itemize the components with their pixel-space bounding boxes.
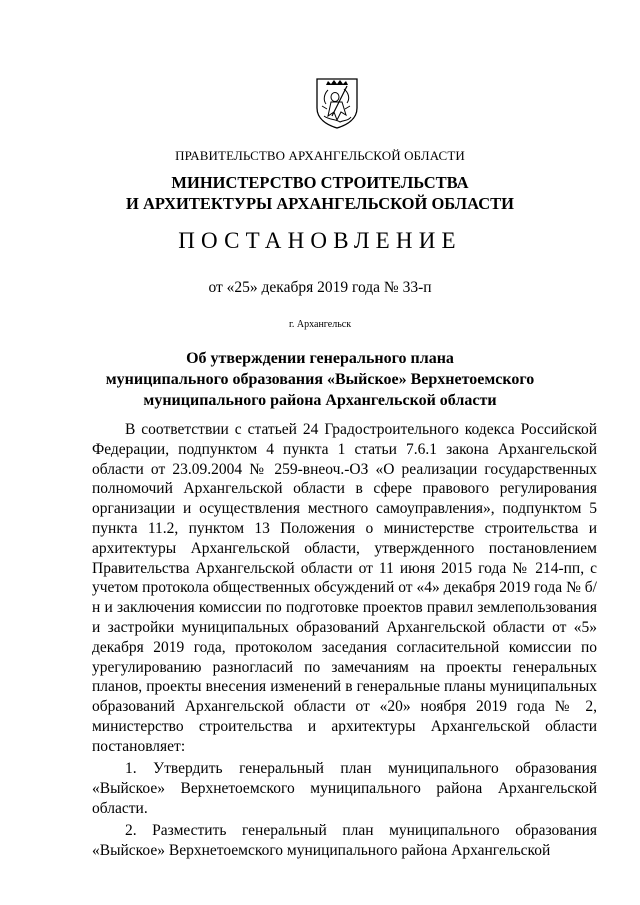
document-title-line-2: муниципального образования «Выйское» Верхнетоемского [105, 371, 535, 388]
ministry-name-line-2: И АРХИТЕКТУРЫ АРХАНГЕЛЬСКОЙ ОБЛАСТИ [126, 194, 514, 213]
decision-item-1: 1. Утвердить генеральный план муниципального образования «Выйское» Верхнетоемского муниципального района Архангельской области. [92, 760, 597, 817]
government-name: ПРАВИТЕЛЬСТВО АРХАНГЕЛЬСКОЙ ОБЛАСТИ [175, 148, 465, 163]
document-title-line-3: муниципального района Архангельской области [143, 392, 497, 409]
document-city: г. Архангельск [288, 319, 352, 330]
document-title-line-1: Об утверждении генерального плана [186, 350, 454, 367]
ministry-name-line-1: МИНИСТЕРСТВО СТРОИТЕЛЬСТВА [171, 173, 469, 192]
ministry-name [0, 172, 640, 214]
document-body [92, 420, 597, 863]
document-title [0, 348, 640, 411]
preamble-paragraph: В соответствии с статьей 24 Градостроительного кодекса Российской Федерации, подпунктом 4 пункта 1 статьи 7.6.1 закона Архангельской области от 23.09.2004 № 259-внеоч.-ОЗ «О реализации государственных полномочий Архангельской области в сфере правового регулирования организации и осуществления местного самоуправления», подпунктом 5 пункта 11.2, пунктом 13 Положения о министерстве строительства и архитектуры Архангельской области, утвержденного постановлением Правительства Архангельской области от 11 июня 2015 года № 214-пп, с учетом протокола общественных обсуждений от «4» декабря 2019 года № б/н и заключения комиссии по подготовке проектов правил землепользования и застройки муниципальных образований Архангельской области от «5» декабря 2019 года, протоколом заседания согласительной комиссии по урегулированию разногласий по замечаниям на проекты генеральных планов, проекты внесения изменений в генеральные планы муниципальных образований Архангельской области от «20» ноября 2019 года № 2, министерство строительства и архитектуры Архангельской области постановляет: [92, 421, 597, 755]
decision-item-2: 2. Разместить генеральный план муниципального образования «Выйское» Верхнетоемского муниципального района Архангельской [92, 821, 597, 859]
arkhangelsk-coat-of-arms-icon [314, 76, 360, 130]
document-type: ПОСТАНОВЛЕНИЕ [178, 228, 462, 253]
document-date-number: от «25» декабря 2019 года № 33-п [208, 279, 432, 296]
